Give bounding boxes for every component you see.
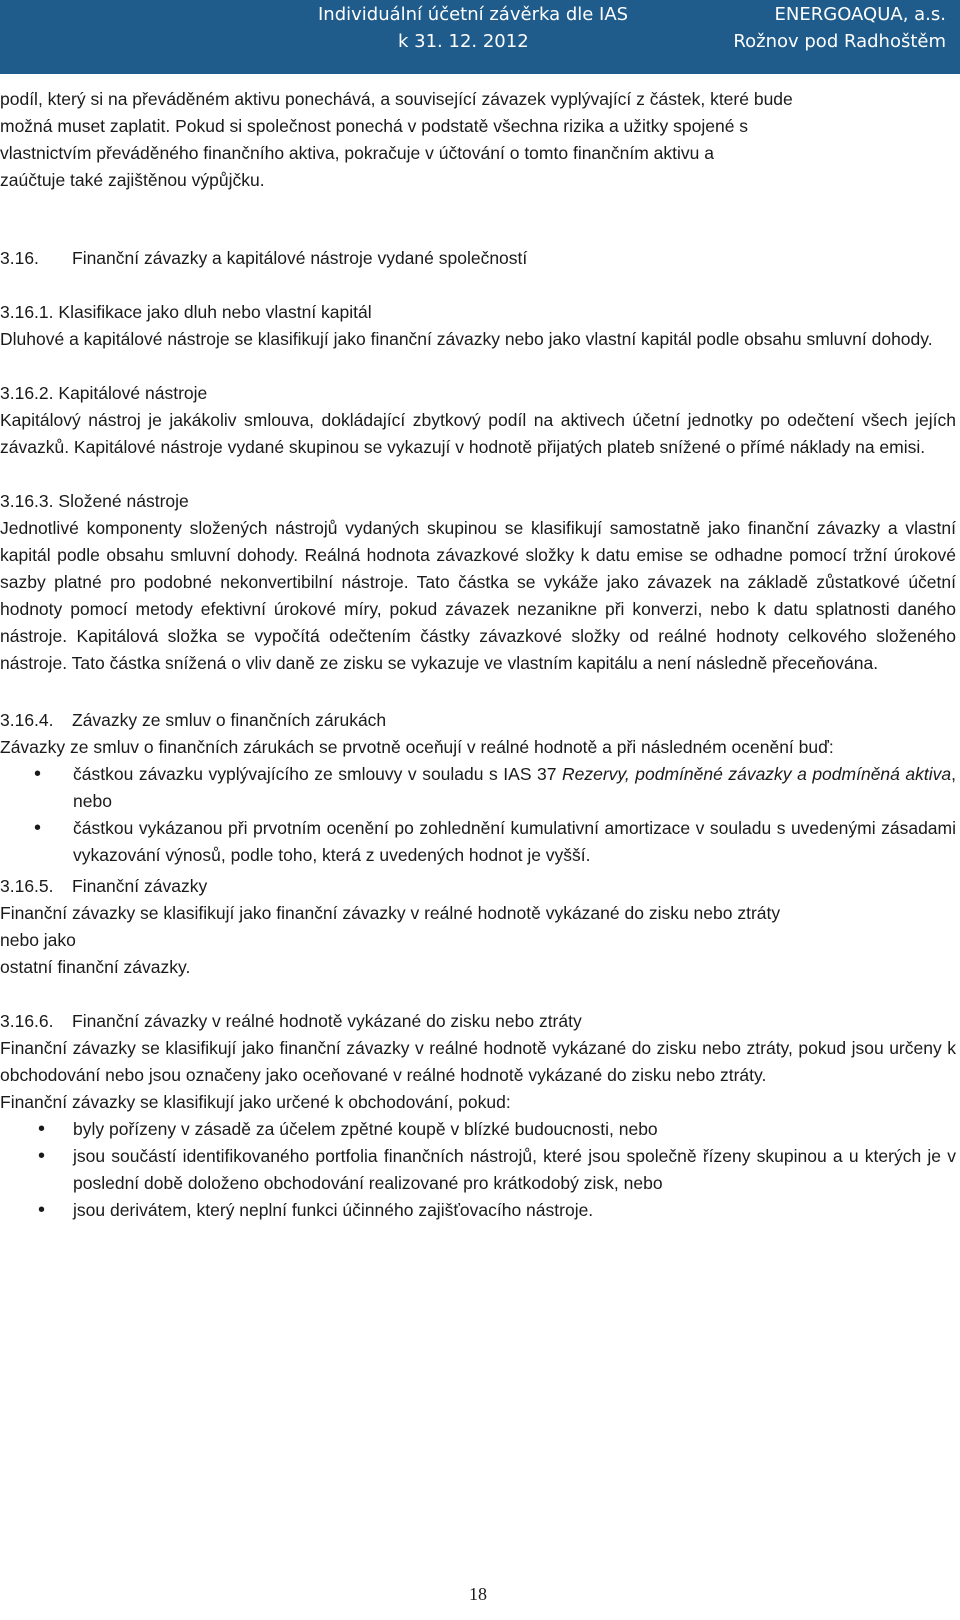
list-item: • byly pořízeny v zásadě za účelem zpětné koupě v blízké budoucnosti, nebo — [0, 1116, 956, 1143]
spacer — [0, 194, 956, 245]
subsection-number: 3.16.4. — [0, 710, 54, 730]
subsection-heading — [0, 299, 956, 326]
subsection-heading — [0, 1008, 956, 1035]
header-company: ENERGOAQUA, a.s. — [774, 4, 946, 25]
subsection-line: ostatní finanční závazky. — [0, 957, 191, 977]
subsection-title: Klasifikace jako dluh nebo vlastní kapitál — [58, 302, 372, 322]
subsection-line: Finanční závazky se klasifikují jako finanční závazky v reálné hodnotě vykázané do zisku nebo ztráty — [0, 903, 781, 923]
subsection-number: 3.16.2. — [0, 383, 54, 403]
section-heading — [0, 245, 956, 272]
intro-line: podíl, který si na převáděném aktivu ponechává, a související závazek vyplývající z částek, které bude — [0, 89, 793, 109]
bullet-list — [0, 1116, 956, 1224]
intro-line: vlastnictvím převáděného finančního aktiva, pokračuje v účtování o tomto finančním aktivu a — [0, 143, 714, 163]
subsection-title: Závazky ze smluv o finančních zárukách — [72, 710, 387, 730]
document-body — [0, 86, 956, 1224]
subsection-number: 3.16.1. — [0, 302, 54, 322]
section-title: Finanční závazky a kapitálové nástroje vydané společností — [72, 248, 528, 268]
list-item-emphasis: Rezervy, podmíněné závazky a podmíněná aktiva — [562, 764, 952, 784]
subsection-title: Finanční závazky — [72, 876, 208, 896]
list-item-text: částkou závazku vyplývajícího ze smlouvy v souladu s IAS 37 — [73, 764, 562, 784]
subsection-title: Složené nástroje — [58, 491, 189, 511]
header-document-title: Individuální účetní závěrka dle IAS — [318, 4, 629, 25]
subsection-text: Dluhové a kapitálové nástroje se klasifikují jako finanční závazky nebo jako vlastní kapitál podle obsahu smluvní dohody. — [0, 329, 933, 349]
subsection-number: 3.16.6. — [0, 1011, 54, 1031]
subsection-number: 3.16.5. — [0, 876, 54, 896]
bullet-list — [0, 761, 956, 869]
subsection-line: nebo jako — [0, 930, 76, 950]
subsection-heading — [0, 707, 956, 734]
list-item: • jsou derivátem, který neplní funkci účinného zajišťovacího nástroje. — [0, 1197, 956, 1224]
spacer — [0, 272, 956, 299]
list-item: • částkou vykázanou při prvotním ocenění po zohlednění kumulativní amortizace v souladu s uvedenými zásadami vykazování výnosů, podle toho, která z uvedených hodnot je vyšší. — [0, 815, 956, 869]
list-item: • jsou součástí identifikovaného portfolia finančních nástrojů, které jsou společně řízeny skupinou a u kterých je v poslední době doloženo obchodování realizované pro krátkodobý zisk, nebo — [0, 1143, 956, 1197]
header-location: Rožnov pod Radhoštěm — [733, 31, 946, 52]
intro-line: zaúčtuje také zajištěnou výpůjčku. — [0, 170, 265, 190]
subsection-title: Kapitálové nástroje — [58, 383, 208, 403]
subsection-heading — [0, 873, 956, 900]
section-number: 3.16. — [0, 248, 39, 268]
spacer — [0, 461, 956, 488]
subsection-text: Kapitálový nástroj je jakákoliv smlouva, dokládající zbytkový podíl na aktivech účetní jednotky po odečtení všech jejích závazků. Kapitálové nástroje vydané skupinou se vykazují v hodnotě přijatých plateb snížené o přímé náklady na emisi. — [0, 410, 956, 457]
spacer — [0, 677, 956, 707]
subsection-text: Závazky ze smluv o finančních zárukách se prvotně oceňují v reálné hodnotě a při následném ocenění buď: — [0, 737, 834, 757]
subsection-heading — [0, 488, 956, 515]
spacer — [0, 981, 956, 1008]
subsection-title: Finanční závazky v reálné hodnotě vykázané do zisku nebo ztráty — [72, 1011, 582, 1031]
subsection-text: Finanční závazky se klasifikují jako určené k obchodování, pokud: — [0, 1092, 511, 1112]
subsection-number: 3.16.3. — [0, 491, 54, 511]
intro-paragraph — [0, 86, 956, 194]
list-item-text: , nebo — [73, 764, 957, 811]
list-item — [0, 761, 956, 815]
subsection-text: Jednotlivé komponenty složených nástrojů vydaných skupinou se klasifikují samostatně jako finanční závazky a vlastní kapitál podle obsahu smluvní dohody. Reálná hodnota závazkové složky k datu emise se odhadne pomocí tržní úrokové sazby platné pro podobné nekonvertibilní nástroje. Tato částka se vykáže jako závazek na základě zůstatkové účetní hodnoty pomocí metody efektivní úrokové míry, pokud závazek nezanikne při konverzi, nebo k datu splatnosti daného nástroje. Kapitálová složka se vypočítá odečtením částky závazkové složky od reálné hodnoty celkového složeného nástroje. Tato částka snížená o vliv daně ze zisku se vykazuje ve vlastním kapitálu a není následně přeceňována. — [0, 518, 956, 673]
spacer — [0, 353, 956, 380]
header-date: k 31. 12. 2012 — [398, 31, 529, 52]
subsection-heading — [0, 380, 956, 407]
page-header — [0, 0, 960, 74]
page-number: 18 — [469, 1584, 487, 1604]
intro-line: možná muset zaplatit. Pokud si společnost ponechá v podstatě všechna rizika a užitky spojené s — [0, 116, 749, 136]
subsection-text: Finanční závazky se klasifikují jako finanční závazky v reálné hodnotě vykázané do zisku nebo ztráty, pokud jsou určeny k obchodování nebo jsou označeny jako oceňované v reálné hodnotě vykázané do zisku nebo ztráty. — [0, 1038, 956, 1085]
